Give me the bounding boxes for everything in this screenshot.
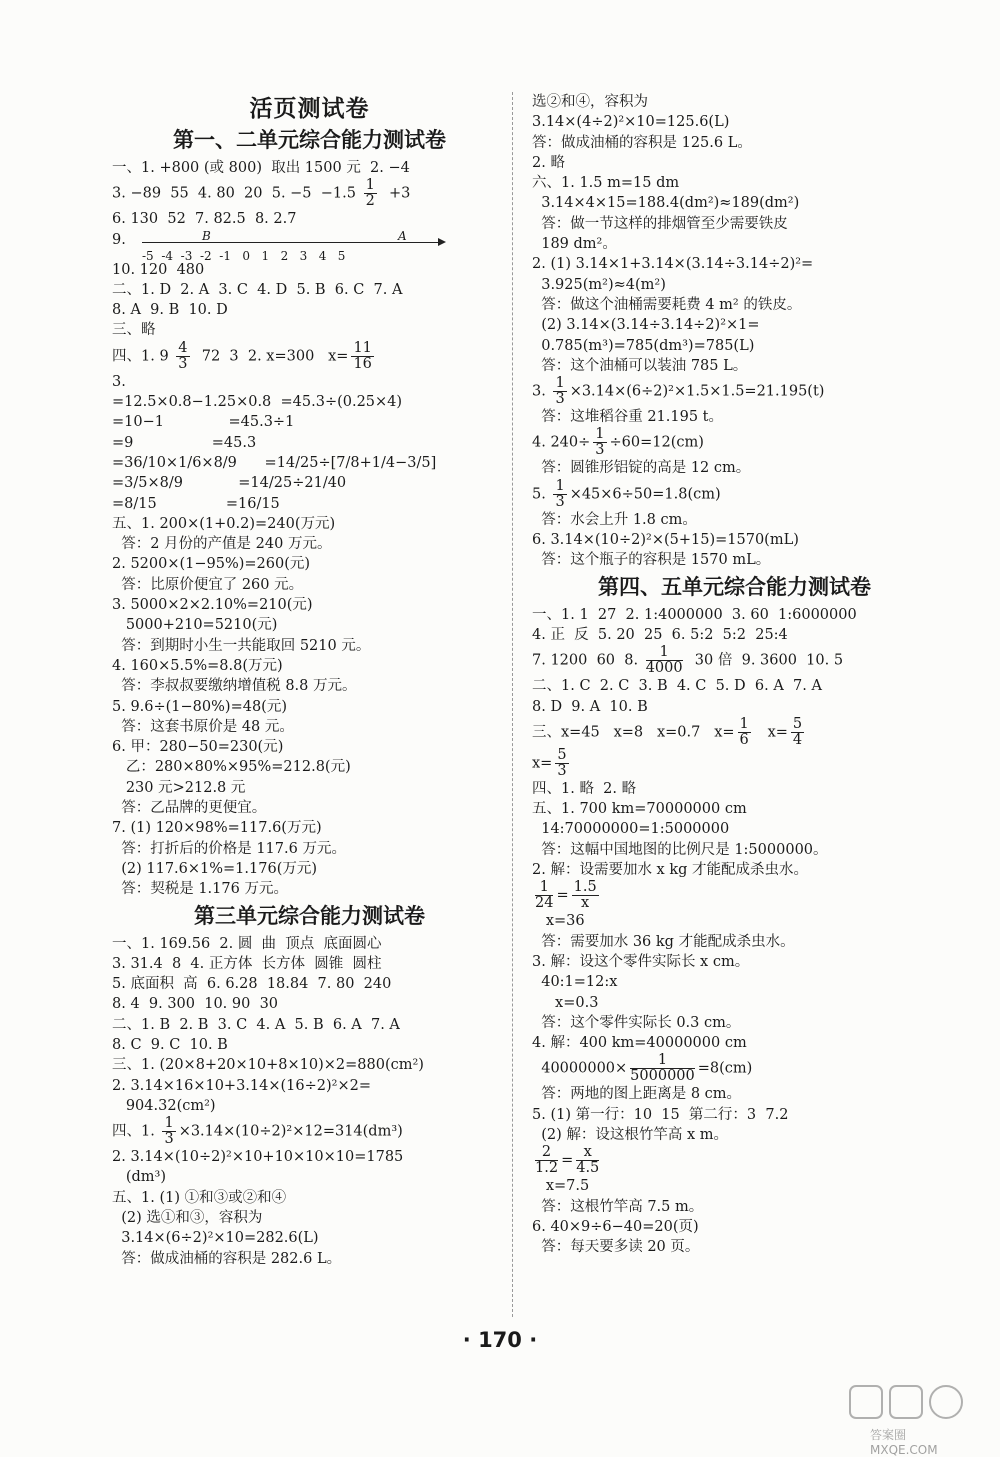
- answer-text: 乙：280×80%×95%=212.8(元): [112, 759, 351, 776]
- answer-text: 0.785(m³)=785(dm³)=785(L): [532, 337, 755, 354]
- fraction-numerator: 1: [595, 426, 605, 443]
- fraction-numerator: 5: [557, 746, 567, 763]
- answer-line: [532, 697, 937, 717]
- answer-text: 五、1. 200×(1+0.2)=240(万元): [112, 515, 336, 532]
- answer-text: =12.5×0.8−1.25×0.8 =45.3÷(0.25×4): [112, 394, 403, 411]
- answer-text: (2) 解：设这根竹竿高 x m。: [532, 1126, 729, 1143]
- answer-text: 3. 5000×2×2.10%=210(元): [112, 597, 313, 614]
- answer-line: [532, 510, 937, 530]
- fraction-numerator: 1: [365, 177, 375, 194]
- answer-line: [112, 554, 507, 574]
- fraction: [630, 1053, 695, 1084]
- answer-text: 189 dm²。: [532, 236, 617, 253]
- answer-text: 二、1. B 2. B 3. C 4. A 5. B 6. A 7. A: [112, 1016, 400, 1033]
- answer-text: 8. 4 9. 300 10. 90 30: [112, 996, 279, 1013]
- answer-text: 4. 160×5.5%=8.8(万元): [112, 657, 283, 674]
- answer-text: =10−1 =45.3÷1: [112, 414, 295, 431]
- fraction: [162, 1116, 175, 1147]
- fraction-denominator: 3: [595, 442, 605, 459]
- answer-line: [112, 1015, 507, 1035]
- answer-text: 5000+210=5210(元): [112, 617, 278, 634]
- answer-line: [112, 1116, 507, 1147]
- fraction-numerator: 1: [646, 645, 683, 661]
- watermark-text: 答案圈 MXQE.COM: [870, 1428, 938, 1457]
- point-a-label: A: [398, 228, 407, 243]
- fraction: [535, 880, 553, 911]
- answer-text: 2. 3.14×16×10+3.14×(16÷2)²×2=: [112, 1077, 371, 1094]
- answer-line: [532, 1084, 937, 1104]
- answer-text: =9 =45.3: [112, 434, 257, 451]
- answer-line: [532, 214, 937, 234]
- answer-text: =3/5×8/9 =14/25÷21/40: [112, 475, 347, 492]
- answer-line: [532, 193, 937, 213]
- fraction: [364, 178, 377, 209]
- answer-text: 10. 120 480: [112, 261, 205, 278]
- answer-line: [532, 234, 937, 254]
- answer-text: 答：做成油桶的容积是 282.6 L。: [112, 1250, 342, 1267]
- answer-text: 5. 9.6÷(1−80%)=48(元): [112, 698, 287, 715]
- fraction-denominator: 4000: [645, 660, 683, 677]
- answer-text: 四、1.: [112, 1123, 160, 1140]
- answer-text: 6. 3.14×(10÷2)²×(5+15)=1570(mL): [532, 532, 799, 549]
- answer-text: ×3.14×(10÷2)²×12=314(dm³): [178, 1123, 403, 1140]
- fraction: [176, 341, 189, 372]
- answer-text: 8. C 9. C 10. B: [112, 1036, 228, 1053]
- answer-line: [112, 954, 507, 974]
- answer-line: [112, 778, 507, 798]
- answer-text: 4. 解：400 km=40000000 cm: [532, 1035, 747, 1052]
- answer-line: [112, 839, 507, 859]
- answer-line: [112, 412, 507, 432]
- arrow-right-icon: [438, 238, 446, 246]
- answer-text: 3.: [112, 373, 126, 390]
- answer-text: 2. 略: [532, 154, 565, 171]
- answer-text: x=0.3: [532, 994, 599, 1011]
- answer-text: 答：圆锥形铝锭的高是 12 cm。: [532, 460, 751, 477]
- answer-line: [112, 341, 507, 372]
- answer-text: 答：这个瓶子的容积是 1570 mL。: [532, 552, 771, 569]
- answer-line: [532, 1237, 937, 1257]
- answer-text: 答：乙品牌的更便宜。: [112, 800, 267, 817]
- fraction: [555, 748, 568, 779]
- answer-line: [532, 779, 937, 799]
- answer-line: [112, 1188, 507, 1208]
- answer-line: [532, 153, 937, 173]
- answer-text: 2. 5200×(1−95%)=260(元): [112, 556, 311, 573]
- answer-text: =8/15 =16/15: [112, 495, 280, 512]
- fraction-numerator: 1: [555, 477, 565, 494]
- answer-line: [532, 625, 937, 645]
- number-line-question: [112, 228, 507, 263]
- answer-text: 4. 240÷: [532, 434, 591, 451]
- answer-line: [532, 717, 937, 748]
- answer-line: [112, 320, 507, 340]
- answer-text: 答：每天要多读 20 页。: [532, 1239, 700, 1256]
- answer-text: 7. 1200 60 8.: [532, 652, 643, 669]
- answer-line: [112, 798, 507, 818]
- answer-line: [112, 934, 507, 954]
- answer-line: [532, 880, 937, 911]
- answer-line: [112, 697, 507, 717]
- section-title: 第四、五单元综合能力测试卷: [598, 574, 871, 599]
- fraction-numerator: 1: [739, 715, 749, 732]
- answer-text: 一、1. 1 27 2. 1:4000000 3. 60 1:6000000: [532, 606, 857, 623]
- answer-line: [112, 372, 507, 392]
- fraction: [593, 427, 606, 458]
- fraction-denominator: x: [581, 895, 590, 912]
- number-line-ticks: -5 -4 -3 -2 -1 0 1 2 3 4 5: [142, 248, 346, 263]
- answer-line: [532, 1145, 937, 1176]
- fraction-numerator: 1: [535, 880, 553, 896]
- answer-line: [532, 1033, 937, 1053]
- answer-line: [112, 859, 507, 879]
- answer-line: [112, 974, 507, 994]
- answer-text: ×45×6÷50=1.8(cm): [569, 486, 721, 503]
- fraction-denominator: 16: [353, 355, 372, 372]
- answer-text: 答：这堆稻谷重 21.195 t。: [532, 409, 723, 426]
- answer-text: 2. (1) 3.14×1+3.14×(3.14÷3.14÷2)²=: [532, 256, 814, 273]
- fraction-numerator: 1: [164, 1115, 174, 1132]
- answer-text: x=36: [532, 913, 585, 930]
- fraction-numerator: x: [576, 1145, 599, 1161]
- left-column: [112, 124, 507, 1269]
- answer-text: ×3.14×(6÷2)²×1.5×1.5=21.195(t): [569, 383, 825, 400]
- answer-line: [532, 932, 937, 952]
- answer-text: 答：李叔叔要缴纳增值税 8.8 万元。: [112, 678, 357, 695]
- answer-text: 答：需要加水 36 kg 才能配成杀虫水。: [532, 933, 795, 950]
- answer-line: [532, 1217, 937, 1237]
- fraction-numerator: 1.5: [573, 879, 597, 896]
- column-divider: [512, 92, 513, 1317]
- answer-text: 答：这套书原价是 48 元。: [112, 718, 294, 735]
- fraction-numerator: 4: [178, 339, 188, 356]
- fraction-denominator: 4.5: [576, 1160, 600, 1177]
- answer-text: 选②和④，容积为: [532, 94, 648, 110]
- answer-line: [532, 860, 937, 880]
- answer-text: 答：到期时小生一共能取回 5210 元。: [112, 637, 371, 654]
- answer-text: 答：做一节这样的排烟管至少需要铁皮: [532, 215, 788, 232]
- answer-text: 6. 40×9÷6−40=20(页): [532, 1218, 699, 1235]
- answer-line: [112, 433, 507, 453]
- answer-text: 答：打折后的价格是 117.6 万元。: [112, 840, 346, 857]
- answer-text: 3. −89 55 4. 80 20 5. −5 −1.5: [112, 185, 361, 202]
- answer-line: [112, 209, 507, 229]
- answer-text: ÷60=12(cm): [609, 434, 704, 451]
- fraction: [646, 645, 683, 676]
- answer-text: 72 3 2. x=300 x=: [192, 348, 349, 365]
- answer-text: =36/10×1/6×8/9 =14/25÷[7/8+1/4−3/5]: [112, 454, 437, 471]
- answer-line: [532, 295, 937, 315]
- answer-text: 二、1. C 2. C 3. B 4. C 5. D 6. A 7. A: [532, 678, 822, 695]
- answer-line: [112, 1249, 507, 1269]
- answer-text: 3.925(m²)≈4(m²): [532, 276, 666, 293]
- answer-line: [532, 748, 937, 779]
- number-line-label: 9.: [112, 231, 126, 248]
- answer-text: 答：比原价便宜了 260 元。: [112, 576, 304, 593]
- answer-text: 8. A 9. B 10. D: [112, 302, 228, 319]
- fraction-denominator: 4: [792, 731, 803, 748]
- answer-text: (2) 117.6×1%=1.176(万元): [112, 860, 318, 877]
- answer-text: 3.14×(6÷2)²×10=282.6(L): [112, 1230, 319, 1247]
- answer-line: [532, 676, 937, 696]
- answer-line: [112, 757, 507, 777]
- answer-line: [112, 300, 507, 320]
- answer-text: =: [561, 1152, 574, 1169]
- fraction-numerator: 11: [353, 339, 372, 356]
- watermark-logo: [848, 1380, 968, 1457]
- answer-text: 2. 3.14×(10÷2)²×10+10×10×10=1785: [112, 1149, 404, 1166]
- answer-text: 3. 31.4 8 4. 正方体 长方体 圆锥 圆柱: [112, 955, 382, 972]
- answer-line: [112, 453, 507, 473]
- answer-text: (dm³): [112, 1169, 166, 1186]
- answer-text: 2. 解：设需要加水 x kg 才能配成杀虫水。: [532, 862, 809, 879]
- answer-text: 904.32(cm²): [112, 1097, 216, 1114]
- answer-line: [532, 173, 937, 193]
- fraction-numerator: 5: [792, 715, 803, 732]
- answer-line: [112, 1096, 507, 1116]
- answer-text: =8(cm): [697, 1060, 753, 1077]
- answer-line: [112, 1208, 507, 1228]
- right-column: [532, 92, 937, 1257]
- answer-text: 5.: [532, 486, 551, 503]
- answer-text: 一、1. +800 (或 800) 取出 1500 元 2. −4: [112, 160, 410, 176]
- answer-line: [112, 615, 507, 635]
- answer-line: [112, 392, 507, 412]
- answer-text: 五、1. (1) ①和③或②和④: [112, 1189, 287, 1206]
- answer-text: 5. (1) 第一行：10 15 第二行：3 7.2: [532, 1106, 789, 1123]
- answer-line: [532, 840, 937, 860]
- answer-line: [112, 575, 507, 595]
- answer-text: 40000000×: [532, 1060, 628, 1077]
- answer-line: [112, 1076, 507, 1096]
- answer-line: [112, 1147, 507, 1167]
- answer-text: 答：契税是 1.176 万元。: [112, 881, 288, 898]
- fraction: [553, 479, 566, 510]
- answer-text: 五、1. 700 km=70000000 cm: [532, 801, 747, 818]
- answer-line: [112, 595, 507, 615]
- fraction: [738, 717, 751, 748]
- fraction-denominator: 3: [555, 391, 565, 408]
- answer-line: [112, 676, 507, 696]
- answer-line: [112, 879, 507, 899]
- answer-text: 六、1. 1.5 m=15 dm: [532, 175, 680, 192]
- answer-text: 三、x=45 x=8 x=0.7 x=: [532, 724, 735, 741]
- fraction: [572, 880, 599, 911]
- answer-line: [112, 178, 507, 209]
- answer-text: 3.: [532, 383, 551, 400]
- answer-text: 14:70000000=1:5000000: [532, 821, 730, 838]
- point-b-label: B: [202, 228, 211, 243]
- fraction-denominator: 1.2: [535, 1160, 559, 1177]
- answer-line: [112, 514, 507, 534]
- fraction: [535, 1145, 558, 1176]
- answer-text: 7. (1) 120×98%=117.6(万元): [112, 820, 322, 837]
- answer-line: [532, 605, 937, 625]
- answer-line: [532, 407, 937, 427]
- answer-line: [532, 356, 937, 376]
- answer-line: [532, 1013, 937, 1033]
- answer-text: =: [556, 887, 569, 904]
- answer-line: [112, 717, 507, 737]
- answer-line: [532, 1053, 937, 1084]
- fraction-denominator: 3: [164, 1131, 174, 1148]
- answer-line: [532, 458, 937, 478]
- answer-text: +3: [379, 185, 411, 202]
- fraction-numerator: 2: [535, 1145, 558, 1161]
- answer-text: 四、1. 9: [112, 348, 174, 365]
- fraction: [351, 341, 373, 372]
- answer-text: 4. 正 反 5. 20 25 6. 5:2 5:2 25:4: [532, 626, 788, 643]
- answer-line: [532, 1176, 937, 1196]
- answer-text: 8. D 9. A 10. B: [532, 698, 648, 715]
- answer-text: 答：两地的图上距离是 8 cm。: [532, 1086, 742, 1103]
- fraction: [791, 717, 804, 748]
- answer-text: 答：这个油桶可以装油 785 L。: [532, 357, 748, 374]
- answer-line: [532, 1197, 937, 1217]
- answer-line: [532, 275, 937, 295]
- answer-line: [532, 972, 937, 992]
- fraction-denominator: 6: [739, 731, 749, 748]
- fraction-numerator: 1: [630, 1053, 695, 1069]
- answer-line: [112, 1228, 507, 1248]
- answer-text: 3. 解：设这个零件实际长 x cm。: [532, 953, 750, 970]
- answer-line: [112, 1035, 507, 1055]
- answer-line: [112, 534, 507, 554]
- answer-line: [532, 952, 937, 972]
- fraction: [553, 376, 566, 407]
- fraction-denominator: 5000000: [630, 1068, 695, 1085]
- answer-line: [532, 254, 937, 274]
- answer-text: 30 倍 9. 3600 10. 5: [685, 652, 844, 669]
- fraction: [576, 1145, 599, 1176]
- fraction-denominator: 3: [555, 493, 565, 510]
- answer-line: [112, 737, 507, 757]
- section-title: 第一、二单元综合能力测试卷: [173, 128, 446, 152]
- answer-line: [532, 92, 937, 112]
- answer-text: 230 元>212.8 元: [112, 779, 246, 796]
- fraction-denominator: 2: [365, 193, 375, 210]
- answer-line: [112, 1055, 507, 1075]
- answer-text: (2) 选①和③，容积为: [112, 1210, 263, 1227]
- answer-text: 答：做这个油桶需要耗费 4 m² 的铁皮。: [532, 296, 802, 313]
- answer-text: 答：这个零件实际长 0.3 cm。: [532, 1014, 741, 1031]
- answer-line: [112, 494, 507, 514]
- answer-line: [532, 336, 937, 356]
- fraction-numerator: 1: [555, 375, 565, 392]
- answer-line: [532, 993, 937, 1013]
- answer-line: [532, 645, 937, 676]
- answer-text: 答：2 月份的产值是 240 万元。: [112, 536, 332, 553]
- answer-line: [532, 1105, 937, 1125]
- answer-text: 6. 甲：280−50=230(元): [112, 739, 284, 756]
- answer-line: [532, 550, 937, 570]
- answer-text: x=: [753, 724, 788, 741]
- answer-line: [532, 530, 937, 550]
- answer-line: [112, 994, 507, 1014]
- answer-text: x=: [532, 755, 553, 772]
- page-title: 活页测试卷: [249, 96, 370, 122]
- answer-text: 3.14×4×15=188.4(dm²)≈189(dm²): [532, 195, 800, 212]
- answer-text: 一、1. 169.56 2. 圆 曲 顶点 底面圆心: [112, 935, 382, 952]
- answer-text: 四、1. 略 2. 略: [532, 780, 637, 797]
- answer-text: x=7.5: [532, 1178, 590, 1195]
- answer-line: [532, 133, 937, 153]
- answer-text: 二、1. D 2. A 3. C 4. D 5. B 6. C 7. A: [112, 281, 403, 298]
- answer-text: 40:1=12:x: [532, 974, 618, 991]
- answer-text: 答：水会上升 1.8 cm。: [532, 511, 697, 528]
- answer-text: 答：这根竹竿高 7.5 m。: [532, 1198, 704, 1215]
- answer-text: 6. 130 52 7. 82.5 8. 2.7: [112, 211, 297, 228]
- answer-line: [532, 376, 937, 407]
- answer-text: 答：做成油桶的容积是 125.6 L。: [532, 134, 752, 151]
- number-line-axis: [142, 242, 442, 243]
- answer-line: [112, 280, 507, 300]
- answer-line: [532, 427, 937, 458]
- fraction-denominator: 3: [178, 355, 188, 372]
- answer-line: [532, 479, 937, 510]
- answer-text: 5. 底面积 高 6. 6.28 18.84 7. 80 240: [112, 976, 392, 993]
- answer-line: [112, 473, 507, 493]
- answer-line: [532, 819, 937, 839]
- answer-line: [532, 911, 937, 931]
- answer-text: 三、略: [112, 322, 156, 339]
- section-title: 第三单元综合能力测试卷: [194, 903, 425, 928]
- number-line: [142, 228, 507, 264]
- page-number: · 170 ·: [462, 1328, 538, 1352]
- answer-line: [112, 818, 507, 838]
- fraction-denominator: 24: [535, 895, 554, 912]
- answer-line: [532, 315, 937, 335]
- answer-text: 3.14×(4÷2)²×10=125.6(L): [532, 114, 730, 131]
- watermark-icon: [848, 1380, 968, 1426]
- answer-line: [532, 112, 937, 132]
- answer-text: 答：这幅中国地图的比例尺是 1:5000000。: [532, 841, 828, 858]
- answer-line: [532, 1125, 937, 1145]
- answer-line: [532, 799, 937, 819]
- answer-text: (2) 3.14×(3.14÷3.14÷2)²×1=: [532, 317, 760, 334]
- answer-line: [112, 158, 507, 178]
- answer-line: [112, 1167, 507, 1187]
- answer-text: 三、1. (20×8+20×10+8×10)×2=880(cm²): [112, 1057, 424, 1074]
- answer-line: [112, 636, 507, 656]
- fraction-denominator: 3: [557, 762, 567, 779]
- answer-line: [112, 656, 507, 676]
